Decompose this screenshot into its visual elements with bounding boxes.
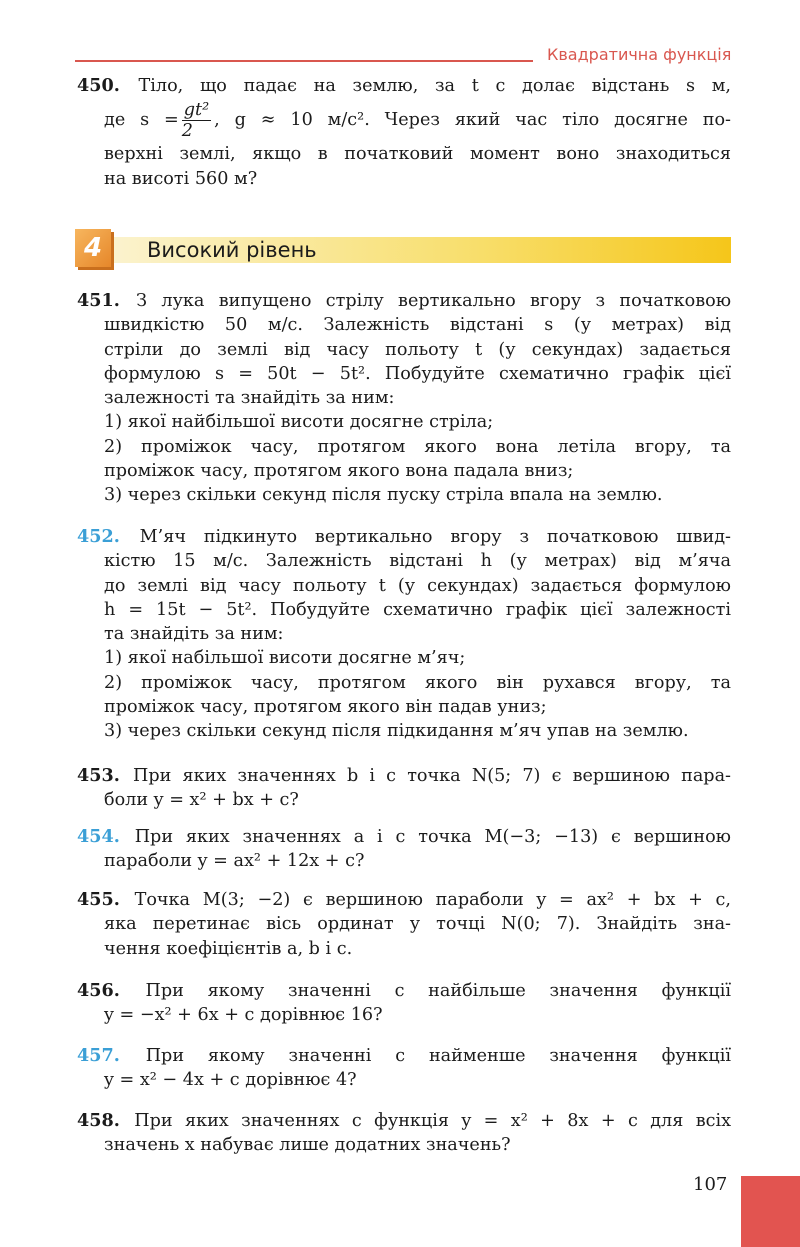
problem-line: При якому значенні c найменше значення функції xyxy=(145,1046,731,1066)
problem-line: на висоті 560 м? xyxy=(104,168,258,189)
problem-456 xyxy=(77,979,731,1028)
problem-457 xyxy=(77,1044,731,1093)
problem-line: до землі від часу польоту t (у секундах) задається формулою xyxy=(104,575,731,596)
problem-line: боли y = x² + bx + c? xyxy=(104,790,299,811)
problem-line: 2) проміжок часу, протягом якого вона летіла вгору, та xyxy=(104,436,731,457)
problem-line: залежності та знайдіть за ним: xyxy=(104,388,395,409)
problem-line: формулою s = 50t − 5t². Побудуйте схематично графік цієї xyxy=(104,363,731,384)
problem-number: 452. xyxy=(77,526,120,547)
problem-number: 457. xyxy=(77,1045,120,1066)
level-badge xyxy=(75,229,111,267)
problem-number: 451. xyxy=(77,290,120,311)
problem-line: , g ≈ 10 м/с². Через який час тіло досягне по- xyxy=(214,110,731,131)
level-title: Високий рівень xyxy=(147,238,317,262)
header-rule xyxy=(75,60,533,62)
problem-455 xyxy=(77,888,731,961)
page-number: 107 xyxy=(693,1174,728,1195)
problem-line: верхні землі, якщо в початковий момент воно знаходиться xyxy=(104,144,731,165)
problem-452 xyxy=(77,525,731,744)
problem-line: значень x набуває лише додатних значень? xyxy=(104,1135,511,1156)
problem-number: 455. xyxy=(77,889,120,910)
problem-line: 1) якої набільшої висоти досягне м’яч; xyxy=(104,648,466,669)
problem-line: При яких значеннях b і c точка N(5; 7) є вершиною пара- xyxy=(133,766,731,786)
problem-line: проміжок часу, протягом якого він падав униз; xyxy=(104,697,547,718)
problem-line: При яких значеннях a і c точка M(−3; −13) є вершиною xyxy=(134,827,731,847)
problem-line: При якому значенні c найбільше значення функції xyxy=(145,981,731,1001)
problem-451 xyxy=(77,289,731,508)
problem-line: швидкістю 50 м/с. Залежність відстані s (у метрах) від xyxy=(104,315,731,336)
fraction-denominator: 2 xyxy=(181,120,193,141)
problem-line: стріли до землі від часу польоту t (у секундах) задається xyxy=(104,339,731,360)
problem-line: параболи y = ax² + 12x + c? xyxy=(104,851,365,872)
problem-450 xyxy=(77,74,731,191)
problem-line: кістю 15 м/с. Залежність відстані h (у метрах) від м’яча xyxy=(104,551,731,572)
page-corner-tab xyxy=(741,1176,800,1247)
problem-line: Тіло, що падає на землю, за t с долає відстань s м, xyxy=(138,76,731,96)
problem-line: Точка M(3; −2) є вершиною параболи y = ax² + bx + c, xyxy=(134,890,731,910)
problem-line: чення коефіцієнтів a, b і c. xyxy=(104,938,353,959)
problem-line: проміжок часу, протягом якого вона падала вниз; xyxy=(104,461,574,482)
problem-number: 454. xyxy=(77,826,120,847)
problem-line: та знайдіть за ним: xyxy=(104,624,284,645)
problem-line: М’яч підкинуто вертикально вгору з початковою швид- xyxy=(139,527,731,547)
fraction xyxy=(182,100,211,141)
problem-line: 1) якої найбільшої висоти досягне стріла; xyxy=(104,412,494,433)
problem-line: З лука випущено стрілу вертикально вгору з початковою xyxy=(136,291,731,311)
problem-line: 2) проміжок часу, протягом якого він рухався вгору, та xyxy=(104,672,731,693)
problem-line: h = 15t − 5t². Побудуйте схематично графік цієї залежності xyxy=(104,599,731,620)
problem-line: де s = xyxy=(104,110,179,131)
problem-line: 3) через скільки секунд після пуску стріла впала на землю. xyxy=(104,485,663,506)
problem-line: y = x² − 4x + c дорівнює 4? xyxy=(104,1070,357,1091)
problem-number: 450. xyxy=(77,75,120,96)
problem-line: При яких значеннях c функція y = x² + 8x + c для всіх xyxy=(134,1111,731,1131)
fraction-numerator: gt² xyxy=(183,99,210,120)
problem-458 xyxy=(77,1109,731,1158)
problem-453 xyxy=(77,764,731,813)
level-number: 4 xyxy=(83,233,103,263)
problem-line: яка перетинає вісь ординат у точці N(0; 7). Знайдіть зна- xyxy=(104,914,731,935)
problem-line: 3) через скільки секунд після підкидання м’яч упав на землю. xyxy=(104,721,689,742)
problem-line: y = −x² + 6x + c дорівнює 16? xyxy=(104,1005,383,1026)
problem-number: 458. xyxy=(77,1110,120,1131)
problem-number: 456. xyxy=(77,980,120,1001)
problem-number: 453. xyxy=(77,765,120,786)
problem-454 xyxy=(77,825,731,874)
section-title: Квадратична функція xyxy=(547,45,732,64)
